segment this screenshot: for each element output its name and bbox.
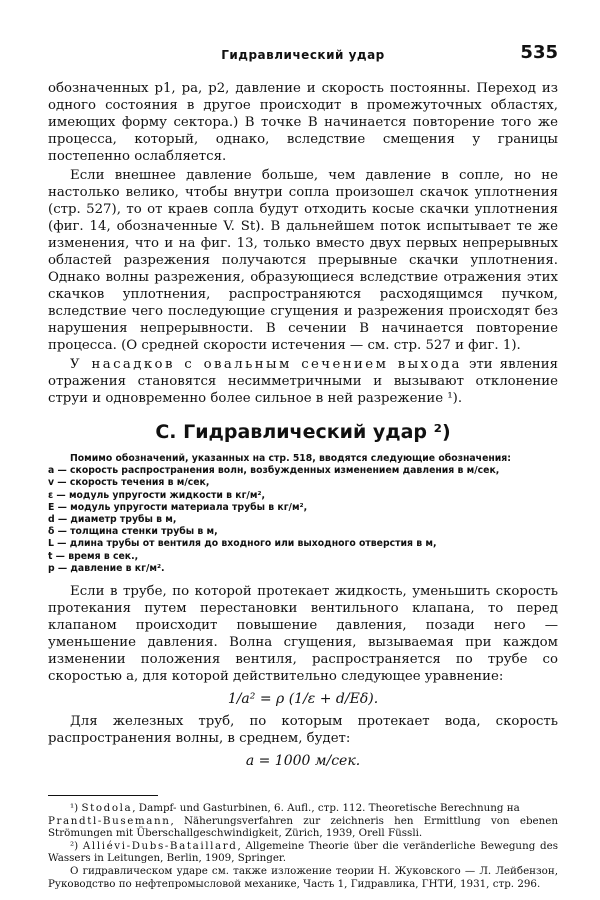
notation-item: p — давление в кг/м². (48, 562, 165, 574)
footnote (48, 865, 558, 890)
notation-intro: Помимо обозначений, указанных на стр. 518, вводятся следующие обозначения: (70, 453, 511, 464)
notation-list (48, 453, 558, 575)
footnote-text: , Allgemeine Theorie über die veränderliche Bewegung des Wassers in Leitungen, Berlin, 1909, Springer. (48, 839, 558, 865)
notation-item: v — скорость течения в м/сек, (48, 477, 210, 489)
page-body (48, 80, 558, 890)
paragraph: Если внешнее давление больше, чем давление в сопле, но не настолько велико, чтобы внутри сопла произошел скачок уплотнения (стр. 527), то от краев сопла будут отходить косые скачки уплотнения (фиг. 14, обозначенные V. St). В дальнейшем поток испытывает те же изменения, что и на фиг. 13, только вместо двух первых непрерывных областей разрежения получаются прерывные скачки уплотнения. Однако волны разрежения, образующиеся вследствие отражения этих скачков уплотнения, распространяются расходящимся пучком, вследствие чего последующие сгущения и разрежения происходят без нарушения непрерывности. В сечении B начинается повторение процесса. (О средней скорости истечения — см. стр. 527 и фиг. 1). (48, 168, 558, 353)
footnote (48, 802, 558, 815)
notation-item: E — модуль упругости материала трубы в кг/м², (48, 501, 308, 513)
formula-wave-speed: 1/a² = ρ (1/ε + d/Eδ). (227, 691, 379, 708)
footnote (48, 840, 558, 865)
paragraph-iron-pipes: Для железных труб, по которым протекает вода, скорость распространения волны, в среднем, будет: (48, 714, 558, 747)
footnote-author: Prandtl-Busemann (48, 814, 171, 827)
footnote (48, 815, 558, 840)
running-title: Гидравлический удар (221, 48, 385, 62)
paragraph-wave: Если в трубе, по которой протекает жидкость, уменьшить скорость протекания путем перестановки вентильного клапана, то перед клапаном происходит повышение давления, позади него — уменьшение давления. Волна сгущения, вызываемая при каждом изменении положения вентиля, распространяется по трубе со скоростью a, для которой действительно следующее уравнение: (48, 584, 558, 685)
notation-item: a — скорость распространения волн, возбужденных изменением давления в м/сек, (48, 465, 500, 477)
footnote-text: О гидравлическом ударе см. также изложение теории Н. Жуковского — Л. Лейбензон, Руководство по нефтепромысловой механике, Часть 1, Гидравлика, ГНТИ, 1931, стр. 296. (48, 865, 558, 890)
notation-item: ε — модуль упругости жидкости в кг/м², (48, 489, 266, 501)
footnote-mark: ²) (70, 839, 79, 852)
notation-item: t — время в сек., (48, 550, 139, 562)
footnote-text: , Dampf- und Gasturbinen, 6. Aufl., стр. 112. Theoretische Berechnung на (132, 802, 520, 815)
section-title: C. Гидравлический удар ²) (155, 421, 451, 443)
spaced-lead: У насадков с овальным сечением выхода (70, 357, 462, 372)
page-number: 535 (520, 42, 558, 63)
notation-item: L — длина трубы от вентиля до входного или выходного отверстия в м, (48, 538, 437, 550)
footnote-author: Alliévi-Dubs-Bataillard (82, 839, 238, 852)
notation-item: d — диаметр трубы в м, (48, 514, 177, 526)
footnote-text: , Näherungsverfahren zur zeichneris hen Ermittlung von ebenen Strömungen mit Überschallgeschwindigkeit, Zürich, 1939, Orell Füssli. (48, 814, 558, 840)
notation-item: δ — толщина стенки трубы в м, (48, 526, 218, 538)
paragraph: обозначенных p1, pa, p2, давление и скорость постоянны. Переход из одного состояния в другое происходит в промежуточных областях, имеющих форму сектора.) В точке B начинается повторение того же процесса, который, однако, вследствие смещения у границы постепенно ослабляется. (48, 81, 558, 164)
footnote-author: Stodola (81, 802, 133, 815)
footnote-mark: ¹) (70, 802, 79, 815)
footnote-divider (48, 795, 158, 796)
paragraph-rest: эти явления отражения становятся несимметричными и вызывают отклонение струи и одновременно более сильное в ней разрежение ¹). (48, 357, 558, 406)
paragraph-nozzle (48, 356, 558, 407)
page-header (48, 42, 558, 66)
formula-wave-value: a = 1000 м/сек. (245, 753, 361, 770)
